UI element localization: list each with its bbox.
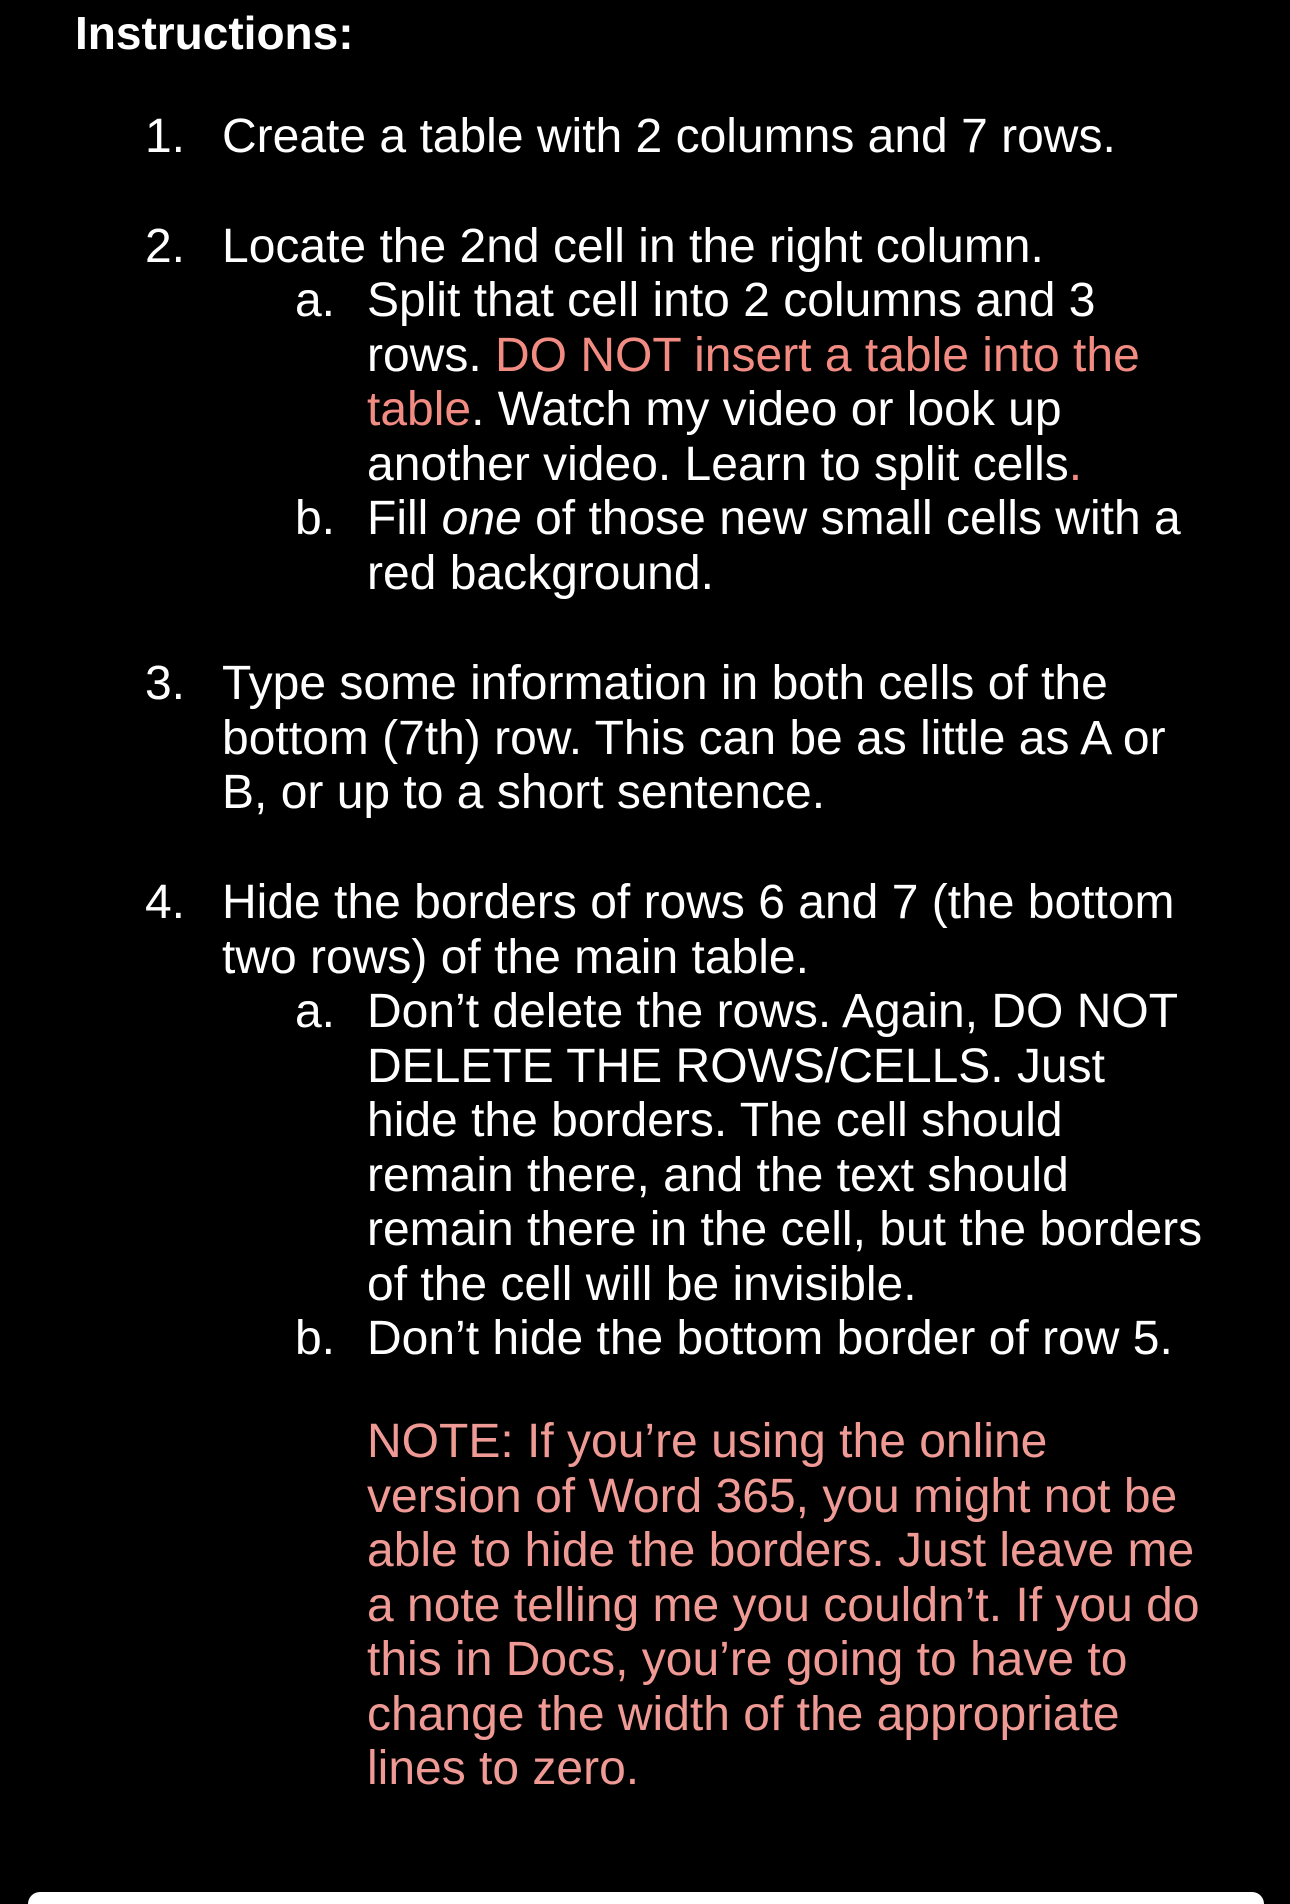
item-text: Create a table with 2 columns and 7 rows. [222, 110, 1116, 163]
instructions-heading: Instructions: [75, 7, 354, 59]
item-text [222, 657, 1166, 821]
emphasis-text: one [441, 492, 522, 545]
text-run: Fill [367, 492, 442, 545]
item-line: bottom (7th) row. This can be as little as A or [222, 711, 1166, 765]
item-number: 3. [144, 657, 185, 710]
item-number: 1. [144, 110, 185, 163]
subitem-line: Don’t delete the rows. Again, DO NOT [367, 985, 1179, 1038]
text-run: . [1068, 437, 1083, 491]
note-line: this in Docs, you’re going to have to [367, 1633, 1128, 1686]
subitem-text: Don’t hide the bottom border of row 5. [367, 1312, 1173, 1365]
item-line: Type some information in both cells of the [222, 657, 1108, 710]
note-line: change the width of the appropriate [367, 1687, 1120, 1741]
subitem-line [367, 329, 1140, 384]
subitem-letter: a. [294, 985, 335, 1038]
item-line: Hide the borders of rows 6 and 7 (the bottom [222, 876, 1175, 929]
warning-text: table [367, 383, 472, 436]
note-line: NOTE: If you’re using the online [367, 1415, 1048, 1468]
item-text: Locate the 2nd cell in the right column. [222, 220, 1044, 273]
item-number: 4. [144, 876, 185, 929]
text-run: another video. Learn to split cells [367, 437, 1069, 491]
note-block [367, 1415, 1267, 1797]
subitem-letter: b. [294, 492, 335, 545]
warning-text: DO NOT insert a table into the [495, 328, 1140, 382]
subitem-line: remain there in the cell, but the borders [367, 1203, 1203, 1256]
subitem-letter: a. [294, 274, 335, 327]
subitem-letter: b. [294, 1312, 335, 1365]
subitem-text [367, 274, 1140, 492]
note-line: able to hide the borders. Just leave me [367, 1524, 1195, 1577]
note-line: version of Word 365, you might not be [367, 1469, 1178, 1523]
item-line: B, or up to a short sentence. [222, 766, 826, 819]
item-text [222, 876, 1175, 985]
subitem-text [367, 985, 1202, 1312]
bottom-sheet-edge [28, 1892, 1264, 1904]
note-line: lines to zero. [367, 1742, 640, 1795]
subitem-text [367, 492, 1181, 601]
item-number: 2. [144, 220, 185, 273]
subitem-line [367, 383, 1140, 438]
subitem-line [367, 492, 1181, 547]
subitem-line: hide the borders. The cell should [367, 1094, 1063, 1147]
subitem-line: DELETE THE ROWS/CELLS. Just [367, 1039, 1105, 1093]
note-line: a note telling me you couldn’t. If you do [367, 1578, 1200, 1632]
text-run: rows. [367, 328, 496, 382]
item-line: two rows) of the main table. [222, 930, 809, 984]
text-run: of those new small cells with a [521, 492, 1181, 545]
subitem-line: Split that cell into 2 columns and 3 [367, 274, 1096, 327]
subitem-line: remain there, and the text should [367, 1148, 1069, 1202]
subitem-line [367, 438, 1140, 493]
subitem-line: of the cell will be invisible. [367, 1257, 917, 1311]
subitem-line: red background. [367, 546, 714, 600]
text-run: . Watch my video or look up [471, 383, 1062, 436]
